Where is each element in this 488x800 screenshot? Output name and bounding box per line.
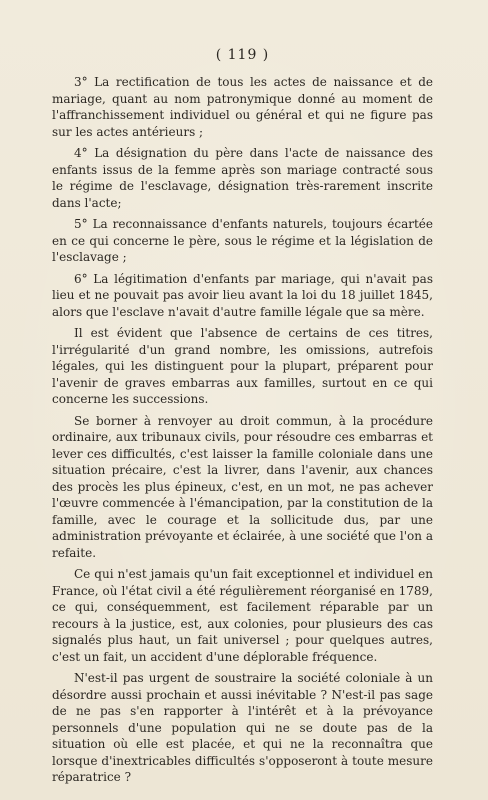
- paragraph-item-3: 3° La rectification de tous les actes de naissance et de mariage, quant au nom patronymique donné au moment de l'affranchissement individuel ou général et qui ne figure pas sur les actes antérieurs ;: [52, 75, 433, 139]
- paragraph-body-3: Ce qui n'est jamais qu'un fait exceptionnel et individuel en France, où l'état civil a été régulièrement réorganisé en 1789, ce qui, conséquemment, est facilement réparable par un recours à la justice, est, aux colonies, pour plusieurs des cas signalés plus haut, un fait universel ; pour quelques autres, c'est un fait, un accident d'une déplorable fréquence.: [52, 567, 433, 664]
- paragraph-item-4: 4° La désignation du père dans l'acte de naissance des enfants issus de la femme après son mariage contracté sous le régime de l'esclavage, désignation très-rarement inscrite dans l'acte;: [52, 146, 433, 210]
- paragraph-body-4: N'est-il pas urgent de soustraire la société coloniale à un désordre aussi prochain et aussi inévitable ? N'est-il pas sage de ne pas s'en rapporter à l'intérêt et à la prévoyance personnels d'une population qui ne se doute pas de la situation où elle est placée, et qui ne la reconnaîtra que lorsque d'inextricables difficultés s'opposeront à toute mesure réparatrice ?: [52, 671, 433, 784]
- paragraph-item-6: 6° La légitimation d'enfants par mariage, qui n'avait pas lieu et ne pouvait pas avoir lieu avant la loi du 18 juillet 1845, alors que l'esclave n'avait d'autre famille légale que sa mère.: [52, 271, 433, 319]
- paragraph-item-5: 5° La reconnaissance d'enfants naturels, toujours écartée en ce qui concerne le père, sous le régime et la législation de l'esclavage ;: [52, 217, 433, 264]
- paragraph-body-2: Se borner à renvoyer au droit commun, à la procédure ordinaire, aux tribunaux civils, pour résoudre ces embarras et lever ces difficultés, c'est laisser la famille coloniale dans une situation précaire, c'est la livrer, dans l'avenir, aux chances des procès les plus épineux, c'est, en un mot, ne pas achever l'œuvre commencée à l'émancipation, par la constitution de la famille, avec le courage et la sollicitude dus, par une administration prévoyante et éclairée, à une société que l'on a refaite.: [52, 413, 433, 560]
- page-number: ( 119 ): [215, 47, 270, 63]
- paragraph-body-1: Il est évident que l'absence de certains de ces titres, l'irrégularité d'un grand nombre, les omissions, autrefois légales, qui les distinguent pour la plupart, préparent pour l'avenir de graves embarras aux familles, surtout en ce qui concerne les successions.: [52, 326, 433, 406]
